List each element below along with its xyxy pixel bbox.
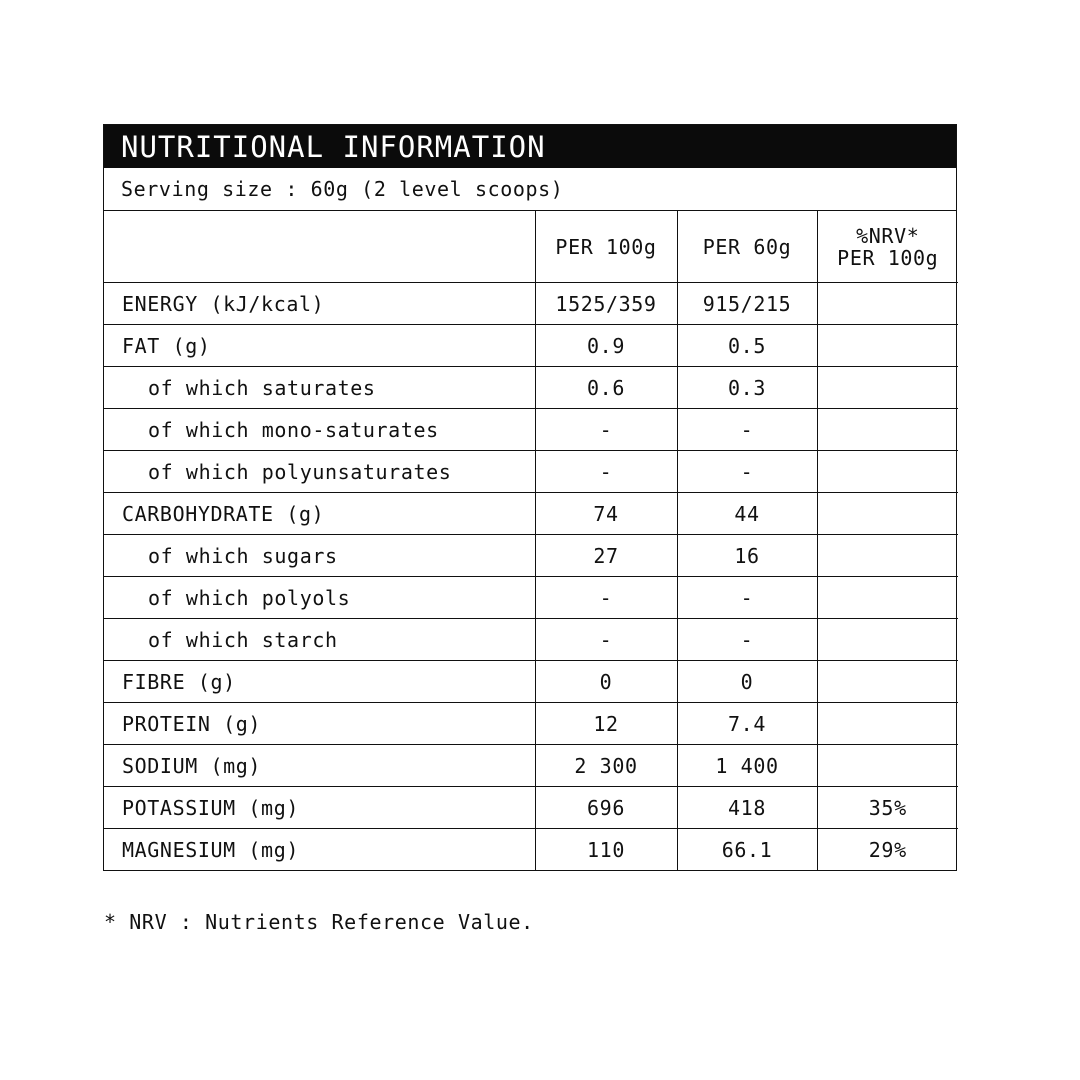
value-per-100g: 27 [535, 535, 677, 577]
value-per-60g: 66.1 [677, 829, 817, 871]
header-nrv [817, 211, 958, 283]
value-nrv [817, 325, 958, 367]
header-row [104, 211, 958, 283]
value-per-60g: - [677, 577, 817, 619]
nutrition-table [104, 211, 958, 870]
value-per-60g: 0.5 [677, 325, 817, 367]
table-row [104, 535, 958, 577]
value-per-60g: - [677, 409, 817, 451]
row-label: POTASSIUM (mg) [104, 787, 535, 829]
header-nrv-line2: PER 100g [837, 245, 939, 270]
row-label: PROTEIN (g) [104, 703, 535, 745]
value-per-100g: 12 [535, 703, 677, 745]
value-per-60g: - [677, 451, 817, 493]
table-row [104, 451, 958, 493]
value-per-100g: 0.9 [535, 325, 677, 367]
row-label: MAGNESIUM (mg) [104, 829, 535, 871]
footnote: * NRV : Nutrients Reference Value. [104, 910, 534, 934]
table-row [104, 493, 958, 535]
value-nrv [817, 283, 958, 325]
row-label: of which polyunsaturates [104, 451, 535, 493]
value-per-60g: 7.4 [677, 703, 817, 745]
value-nrv [817, 745, 958, 787]
value-per-60g: 1 400 [677, 745, 817, 787]
row-label: FAT (g) [104, 325, 535, 367]
value-per-60g: 16 [677, 535, 817, 577]
value-per-100g: - [535, 451, 677, 493]
value-nrv [817, 451, 958, 493]
value-per-100g: - [535, 577, 677, 619]
value-per-100g: 2 300 [535, 745, 677, 787]
value-nrv [817, 535, 958, 577]
value-per-100g: 74 [535, 493, 677, 535]
value-per-100g: 0.6 [535, 367, 677, 409]
serving-size: Serving size : 60g (2 level scoops) [104, 168, 956, 211]
table-row [104, 619, 958, 661]
table-row [104, 703, 958, 745]
header-nrv-line1: %NRV* [856, 223, 920, 248]
row-label: of which mono-saturates [104, 409, 535, 451]
value-per-60g: 915/215 [677, 283, 817, 325]
panel-title: NUTRITIONAL INFORMATION [104, 125, 956, 168]
table-row [104, 787, 958, 829]
value-per-100g: 696 [535, 787, 677, 829]
table-row [104, 745, 958, 787]
row-label: of which polyols [104, 577, 535, 619]
value-nrv: 29% [868, 837, 907, 862]
row-label: of which saturates [104, 367, 535, 409]
value-per-100g: 110 [535, 829, 677, 871]
value-per-100g: - [535, 409, 677, 451]
value-nrv [817, 619, 958, 661]
table-row [104, 283, 958, 325]
value-nrv [817, 661, 958, 703]
value-per-60g: - [677, 619, 817, 661]
row-label: of which sugars [104, 535, 535, 577]
value-nrv [817, 367, 958, 409]
table-row [104, 829, 958, 871]
table-row [104, 577, 958, 619]
value-nrv: 35% [817, 787, 958, 829]
nutrition-panel [103, 124, 957, 871]
header-nutrient [104, 211, 535, 283]
value-nrv [817, 703, 958, 745]
value-nrv [817, 577, 958, 619]
value-per-60g: 418 [677, 787, 817, 829]
value-per-100g: 0 [535, 661, 677, 703]
row-label: SODIUM (mg) [104, 745, 535, 787]
value-per-60g: 0.3 [677, 367, 817, 409]
value-per-60g: 0 [677, 661, 817, 703]
row-label: FIBRE (g) [104, 661, 535, 703]
value-nrv [817, 493, 958, 535]
row-label: ENERGY (kJ/kcal) [104, 283, 535, 325]
table-row [104, 325, 958, 367]
value-per-100g: - [535, 619, 677, 661]
table-row [104, 409, 958, 451]
header-per-60g: PER 60g [677, 211, 817, 283]
row-label: CARBOHYDRATE (g) [104, 493, 535, 535]
value-per-100g: 1525/359 [535, 283, 677, 325]
table-row [104, 661, 958, 703]
value-nrv [817, 409, 958, 451]
table-row [104, 367, 958, 409]
header-per-100g: PER 100g [535, 211, 677, 283]
value-per-60g: 44 [677, 493, 817, 535]
row-label: of which starch [104, 619, 535, 661]
